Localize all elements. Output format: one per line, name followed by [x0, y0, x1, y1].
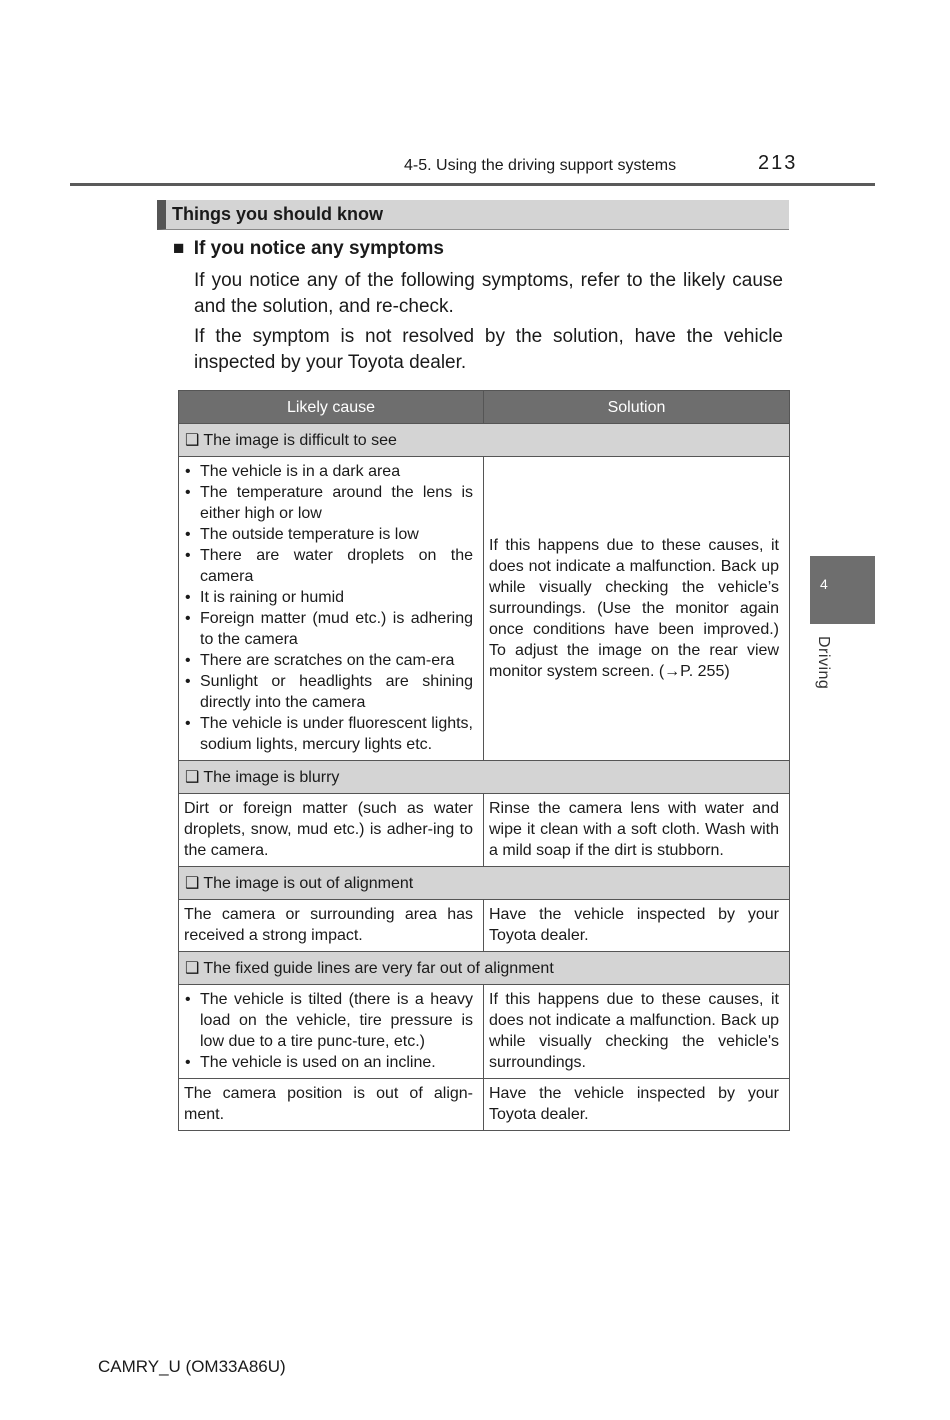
table-row [179, 1079, 790, 1131]
checkbox-icon: ❑ [185, 959, 200, 977]
things-you-should-know-box [157, 200, 789, 230]
table-row [179, 985, 790, 1079]
header-rule [70, 183, 875, 186]
table-header-row [179, 391, 790, 424]
cause-cell [179, 985, 484, 1079]
category-row [179, 761, 790, 794]
checkbox-icon: ❑ [185, 768, 200, 786]
category-row [179, 952, 790, 985]
list-item: • The vehicle is under fluorescent lights, sodium lights, mercury lights etc. [184, 713, 473, 755]
dealer-paragraph: If the symptom is not resolved by the solution, have the vehicle inspected by your Toyota dealer. [194, 326, 783, 373]
column-header-likely-cause: Likely cause [179, 391, 484, 424]
category-row [179, 424, 790, 457]
list-item: • Foreign matter (mud etc.) is adhering to the camera [184, 608, 473, 650]
cause-cell: The camera position is out of align-ment. [179, 1079, 484, 1131]
footer-model-code: CAMRY_U (OM33A86U) [98, 1357, 286, 1376]
header-section-title: 4-5. Using the driving support systems [404, 157, 677, 174]
square-bullet-icon: ■ [173, 238, 185, 259]
symptom-table [178, 390, 790, 1131]
subheading-text: If you notice any symptoms [193, 238, 444, 259]
list-item: • There are scratches on the cam-era [184, 650, 473, 671]
category-label: The image is blurry [203, 768, 340, 786]
checkbox-icon: ❑ [185, 431, 200, 449]
list-item: • The outside temperature is low [184, 524, 473, 545]
table-row [179, 900, 790, 952]
solution-cell: Rinse the camera lens with water and wipe it clean with a soft cloth. Wash with a mild soap if the dirt is stubborn. [484, 794, 790, 867]
category-row [179, 867, 790, 900]
list-item: • It is raining or humid [184, 587, 473, 608]
solution-cell: If this happens due to these causes, it does not indicate a malfunction. Back up while visually checking the vehicle’s surroundings. (Use the monitor again once conditions have been improved.) To adjust the image on the rear view monitor system screen. (→P. 255) [484, 457, 790, 761]
checkbox-icon: ❑ [185, 874, 200, 892]
page-number: 213 [758, 152, 798, 174]
list-item: • Sunlight or headlights are shining directly into the camera [184, 671, 473, 713]
solution-cell: Have the vehicle inspected by your Toyota dealer. [484, 1079, 790, 1131]
cause-list [184, 989, 473, 1073]
list-item: • The vehicle is tilted (there is a heavy load on the vehicle, tire pressure is low due to a tire punc-ture, etc.) [184, 989, 473, 1052]
chapter-label: Driving [815, 636, 832, 690]
column-header-solution: Solution [484, 391, 790, 424]
box-title: Things you should know [172, 204, 383, 224]
table-row [179, 794, 790, 867]
chapter-number: 4 [820, 576, 828, 592]
cause-cell [179, 457, 484, 761]
list-item: • The vehicle is used on an incline. [184, 1052, 473, 1073]
cause-cell: Dirt or foreign matter (such as water droplets, snow, mud etc.) is adher-ing to the camera. [179, 794, 484, 867]
solution-cell: Have the vehicle inspected by your Toyota dealer. [484, 900, 790, 952]
subheading [173, 238, 444, 260]
category-label: The fixed guide lines are very far out of alignment [203, 959, 554, 977]
solution-cell: If this happens due to these causes, it does not indicate a malfunction. Back up while visually checking the vehicle's surroundings. [484, 985, 790, 1079]
list-item: • The temperature around the lens is either high or low [184, 482, 473, 524]
category-label: The image is out of alignment [203, 874, 414, 892]
category-label: The image is difficult to see [203, 431, 397, 449]
cause-list [184, 461, 473, 755]
chapter-tab [810, 556, 875, 624]
cause-cell: The camera or surrounding area has received a strong impact. [179, 900, 484, 952]
intro-paragraph: If you notice any of the following symptoms, refer to the likely cause and the solution, and re-check. [194, 270, 783, 317]
table-row [179, 457, 790, 761]
list-item: • The vehicle is in a dark area [184, 461, 473, 482]
list-item: • There are water droplets on the camera [184, 545, 473, 587]
